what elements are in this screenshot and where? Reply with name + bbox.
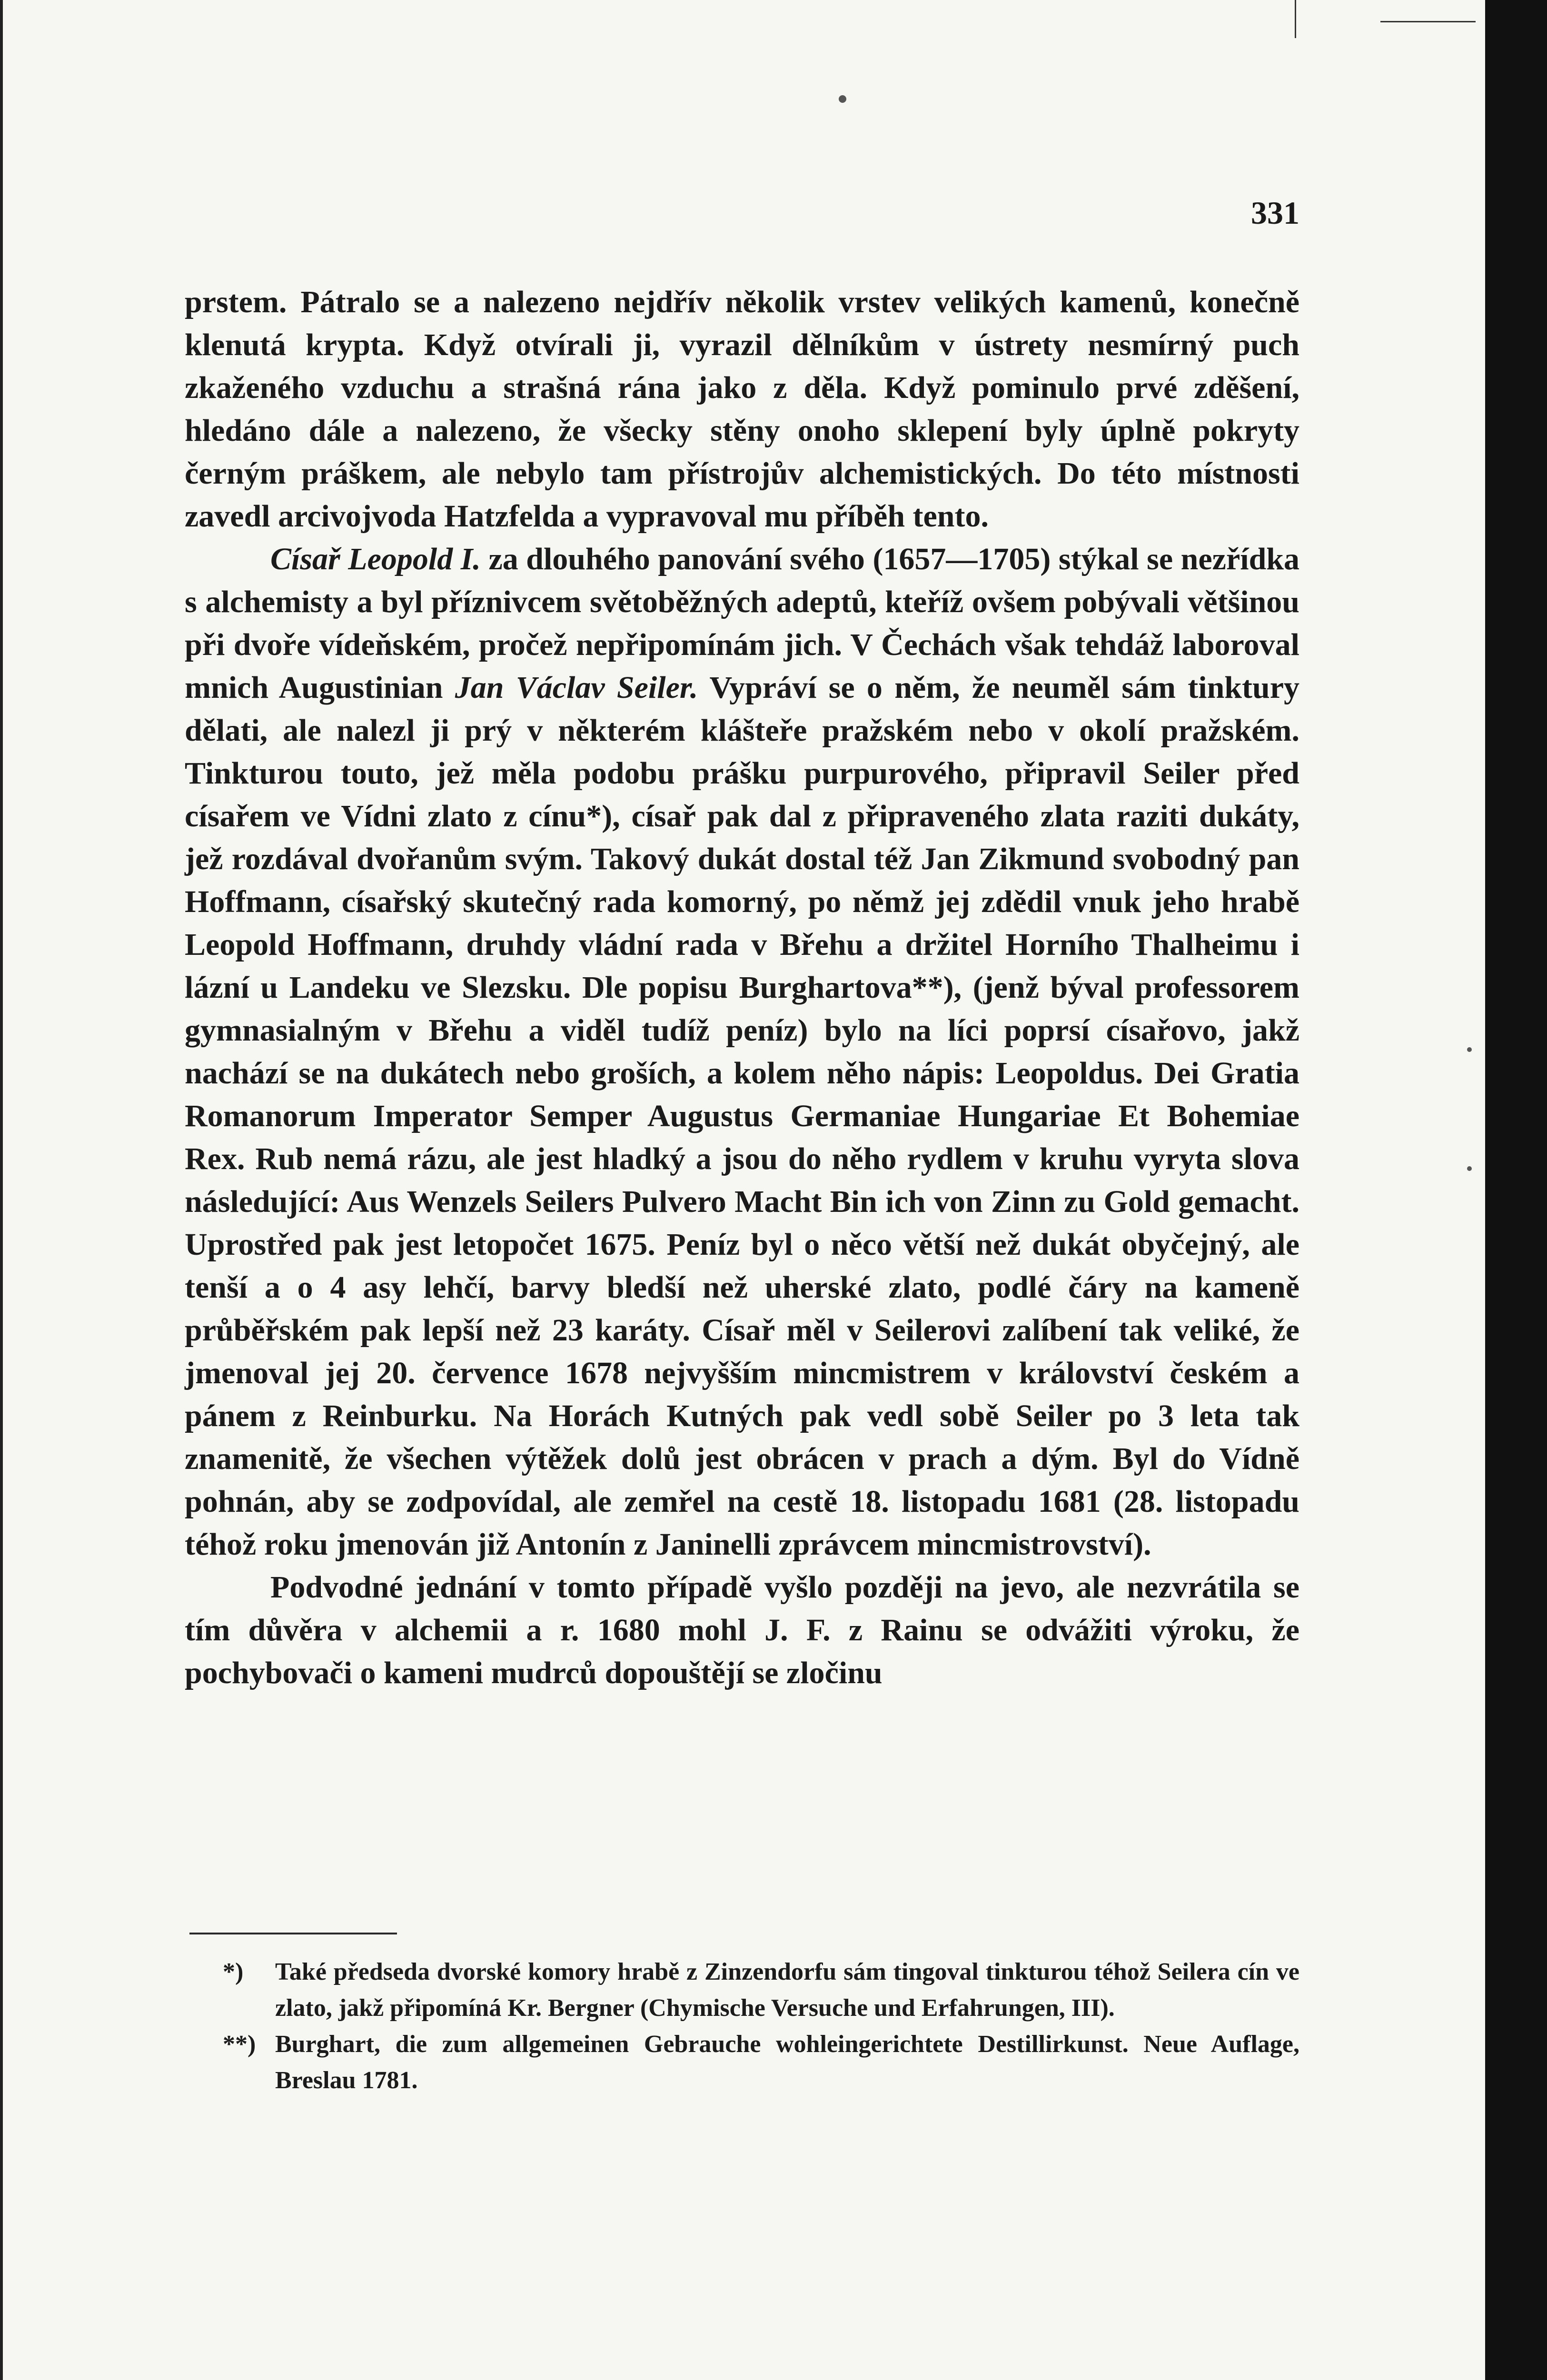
footnote-text: Burghart, die zum allgemeinen Gebrauche wohleingerichtete Destillirkunst. Neue Auflage, Breslau 1781. — [275, 2031, 1299, 2094]
paragraph-text: prstem. Pátralo se a nalezeno nejdřív několik vrstev velikých kamenů, konečně klenutá krypta. Když otvírali ji, vyrazil dělníkům v ústrety nesmírný puch zkaženého vzduchu a strašná rána jako z děla. Když pominulo prvé zděšení, hledáno dále a nalezeno, že všecky stěny onoho sklepení byly úplně pokryty černým práškem, ale nebylo tam přístrojův alchemistických. Do této místnosti zavedl arcivojvoda Hatzfelda a vypravoval mu příběh tento. — [185, 285, 1299, 534]
scan-border-left — [0, 0, 3, 2380]
ink-speck — [1467, 1047, 1472, 1052]
scan-border-right — [1485, 0, 1547, 2380]
crop-mark-top-right — [1380, 21, 1476, 22]
paragraph — [185, 538, 1299, 1566]
footnote-mark: *) — [223, 1958, 244, 1985]
body-text — [185, 281, 1299, 1695]
ink-speck — [839, 95, 846, 103]
footnote-text: Také předseda dvorské komory hrabě z Zinzendorfu sám tingoval tinkturou téhož Seilera cín ve zlato, jakž připomíná Kr. Bergner (Chymische Versuche und Erfahrungen, III). — [275, 1958, 1299, 2022]
seiler-name: Jan Václav Seiler. — [455, 670, 698, 705]
paragraph-text: Podvodné jednání v tomto případě vyšlo později na jevo, ale nezvrátila se tím důvěra v alchemii a r. 1680 mohl J. F. z Rainu se odvážiti výroku, že pochybovači o kameni mudrců dopouštějí se zločinu — [185, 1570, 1299, 1690]
footnote-divider — [189, 1933, 397, 1934]
emperor-name: Císař Leopold I. — [270, 542, 481, 576]
footnote — [185, 2026, 1299, 2099]
footnote — [185, 1954, 1299, 2026]
page-number: 331 — [1251, 195, 1299, 231]
footnotes — [185, 1954, 1299, 2099]
paragraph-text: za dlouhého panování svého (1657—1705) stýkal se nezřídka s alchemisty a byl příznivcem světoběžných adeptů, kteříž ovšem pobývali většinou při dvoře vídeňském, pročež nepřipomínám jich. V Čechách však tehdáž laboroval mnich Augustinian — [185, 542, 1300, 705]
ink-speck — [1467, 1166, 1472, 1171]
footnote-mark: **) — [223, 2031, 256, 2058]
paragraph — [185, 281, 1299, 538]
crop-mark-top-right-vertical — [1295, 0, 1296, 38]
paragraph — [185, 1566, 1299, 1695]
paragraph-text: Vypráví se o něm, že neuměl sám tinktury dělati, ale nalezl ji prý v některém klášteře pražském nebo v okolí pražském. Tinkturou touto, jež měla podobu prášku purpurového, připravil Seiler před císařem ve Vídni zlato z cínu*), císař pak dal z připraveného zlata raziti dukáty, jež rozdával dvořanům svým. Takový dukát dostal též Jan Zikmund svobodný pan Hoffmann, císařský skutečný rada komorný, po němž jej zdědil vnuk jeho hrabě Leopold Hoffmann, druhdy vládní rada v Břehu a držitel Horního Thalheimu i lázní u Landeku ve Slezsku. Dle popisu Burghartova**), (jenž býval professorem gymnasialným v Břehu a viděl tudíž peníz) bylo na líci poprsí císařovo, jakž nachází se na dukátech nebo groších, a kolem něho nápis: Leopoldus. Dei Gratia Romanorum Imperator Semper Augustus Germaniae Hungariae Et Bohemiae Rex. Rub nemá rázu, ale jest hladký a jsou do něho rydlem v kruhu vyryta slova následující: Aus Wenzels Seilers Pulvero Macht Bin ich von Zinn zu Gold gemacht. Uprostřed pak jest letopočet 1675. Peníz byl o něco větší než dukát obyčejný, ale tenší a o 4 asy lehčí, barvy bledší než uherské zlato, podlé čáry na kameně průběřském pak lepší než 23 karáty. Císař měl v Seilerovi zalíbení tak veliké, že jmenoval jej 20. července 1678 nejvyšším mincmistrem v království českém a pánem z Reinburku. Na Horách Kutných pak vedl sobě Seiler po 3 leta tak znamenitě, že všechen výtěžek dolů jest obrácen v prach a dým. Byl do Vídně pohnán, aby se zodpovídal, ale zemřel na cestě 18. listopadu 1681 (28. listopadu téhož roku jmenován již Antonín z Janinelli zprávcem mincmistrovství). — [185, 670, 1299, 1562]
